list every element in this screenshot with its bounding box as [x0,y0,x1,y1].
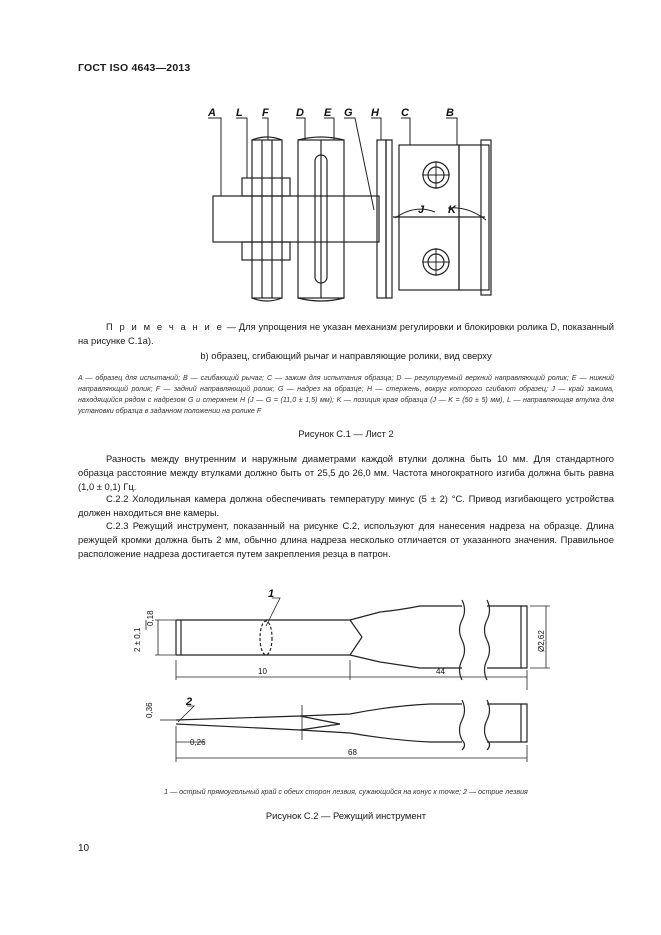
label-j: J [418,204,425,216]
dim-10: 10 [258,667,267,676]
label-b: B [446,107,454,119]
paragraph-c22: С.2.2 Холодильная камера должна обеспечивать температуру минус (5 ± 2) °С. Привод изгибающего устройства должен находиться вне камеры. [78,493,614,519]
label-d: D [296,107,304,119]
tool-side-outline [176,704,462,720]
label-g: G [344,107,353,119]
specimen-a [213,196,379,242]
figure-c1-subcaption: b) образец, сгибающий рычаг и направляющие ролики, вид сверху [200,350,492,361]
label-k: K [448,204,456,216]
label-c: C [401,107,409,119]
tool-top-outline [176,606,462,620]
label-h: H [371,107,379,119]
roller-f [252,140,282,298]
dim-0-18: 0,18 [146,610,155,626]
note-block [78,320,614,348]
figure-c1-caption: Рисунок С.1 — Лист 2 [298,428,394,439]
callout-2: 2 [186,696,193,708]
figure-c1-labels [207,107,457,216]
dim-0-36: 0,36 [145,702,154,718]
dim-44: 44 [436,667,445,676]
bushing-l [242,178,290,196]
label-e: E [324,107,332,119]
paragraph-1: Разность между внутренним и наружным диаметрами каждой втулки должна быть 10 мм. Для стандартного образца расстояние между втулками должно быть от 25,5 до 26,0 мм. Частота многократного изгиба должна быть равна (1,0 ± 0,1) Гц. [78,453,614,493]
dim-0-26: 0,26 [190,738,206,747]
note-text: — Для упрощения не указан механизм регулировки и блокировки ролика D, показанный на рисунке С.1а). [78,321,614,347]
figure-c2-drawing [0,580,661,770]
paragraph-c23: С.2.3 Режущий инструмент, показанный на рисунке С.2, используют для нанесения надреза на образце. Длина режущей кромки должна быть 2 мм, обычно длина надреза несколько отличается от указанного значения. Правильное расположение надреза достигается путем закрепления резца в патрон. [78,520,614,560]
label-l: L [236,107,243,119]
document-header: ГОСТ ISO 4643—2013 [78,62,191,74]
figure-c2-legend: 1 — острый прямоугольный край с обеих сторон лезвия, сужающийся на конус к точке; 2 — острие лезвия [164,788,528,796]
figure-c1-legend: A — образец для испытаний; B — сгибающий рычаг; C — зажим для испытания образца; D — регулируемый верхний направляющий ролик; E — нижний направляющий ролик; F — задний направляющий ролик; G — надрез на образце; H — стержень, вокруг которого сгибают образец; J — край зажима, находящийся рядом с надрезом G и стержнем H (J — G = (11,0 ± 1,5) мм); K — позиция края образца (J — K = (50 ± 5) мм), L — направляющая втулка для установки образца в заданном положении на ролике F [78,374,614,415]
label-f: F [262,107,269,119]
page-number: 10 [78,843,90,854]
note-prefix: П р и м е ч а н и е [106,321,224,332]
rod-h [377,140,386,298]
callout-1: 1 [268,588,275,600]
label-a: A [208,107,216,119]
figure-c2-caption: Рисунок С.2 — Режущий инструмент [265,810,427,821]
figure-c1-drawing [0,95,661,310]
dim-68: 68 [348,748,357,757]
dim-diameter: Ø2,62 [537,630,546,652]
dim-2-tol: 2 ± 0,1 [133,627,142,652]
